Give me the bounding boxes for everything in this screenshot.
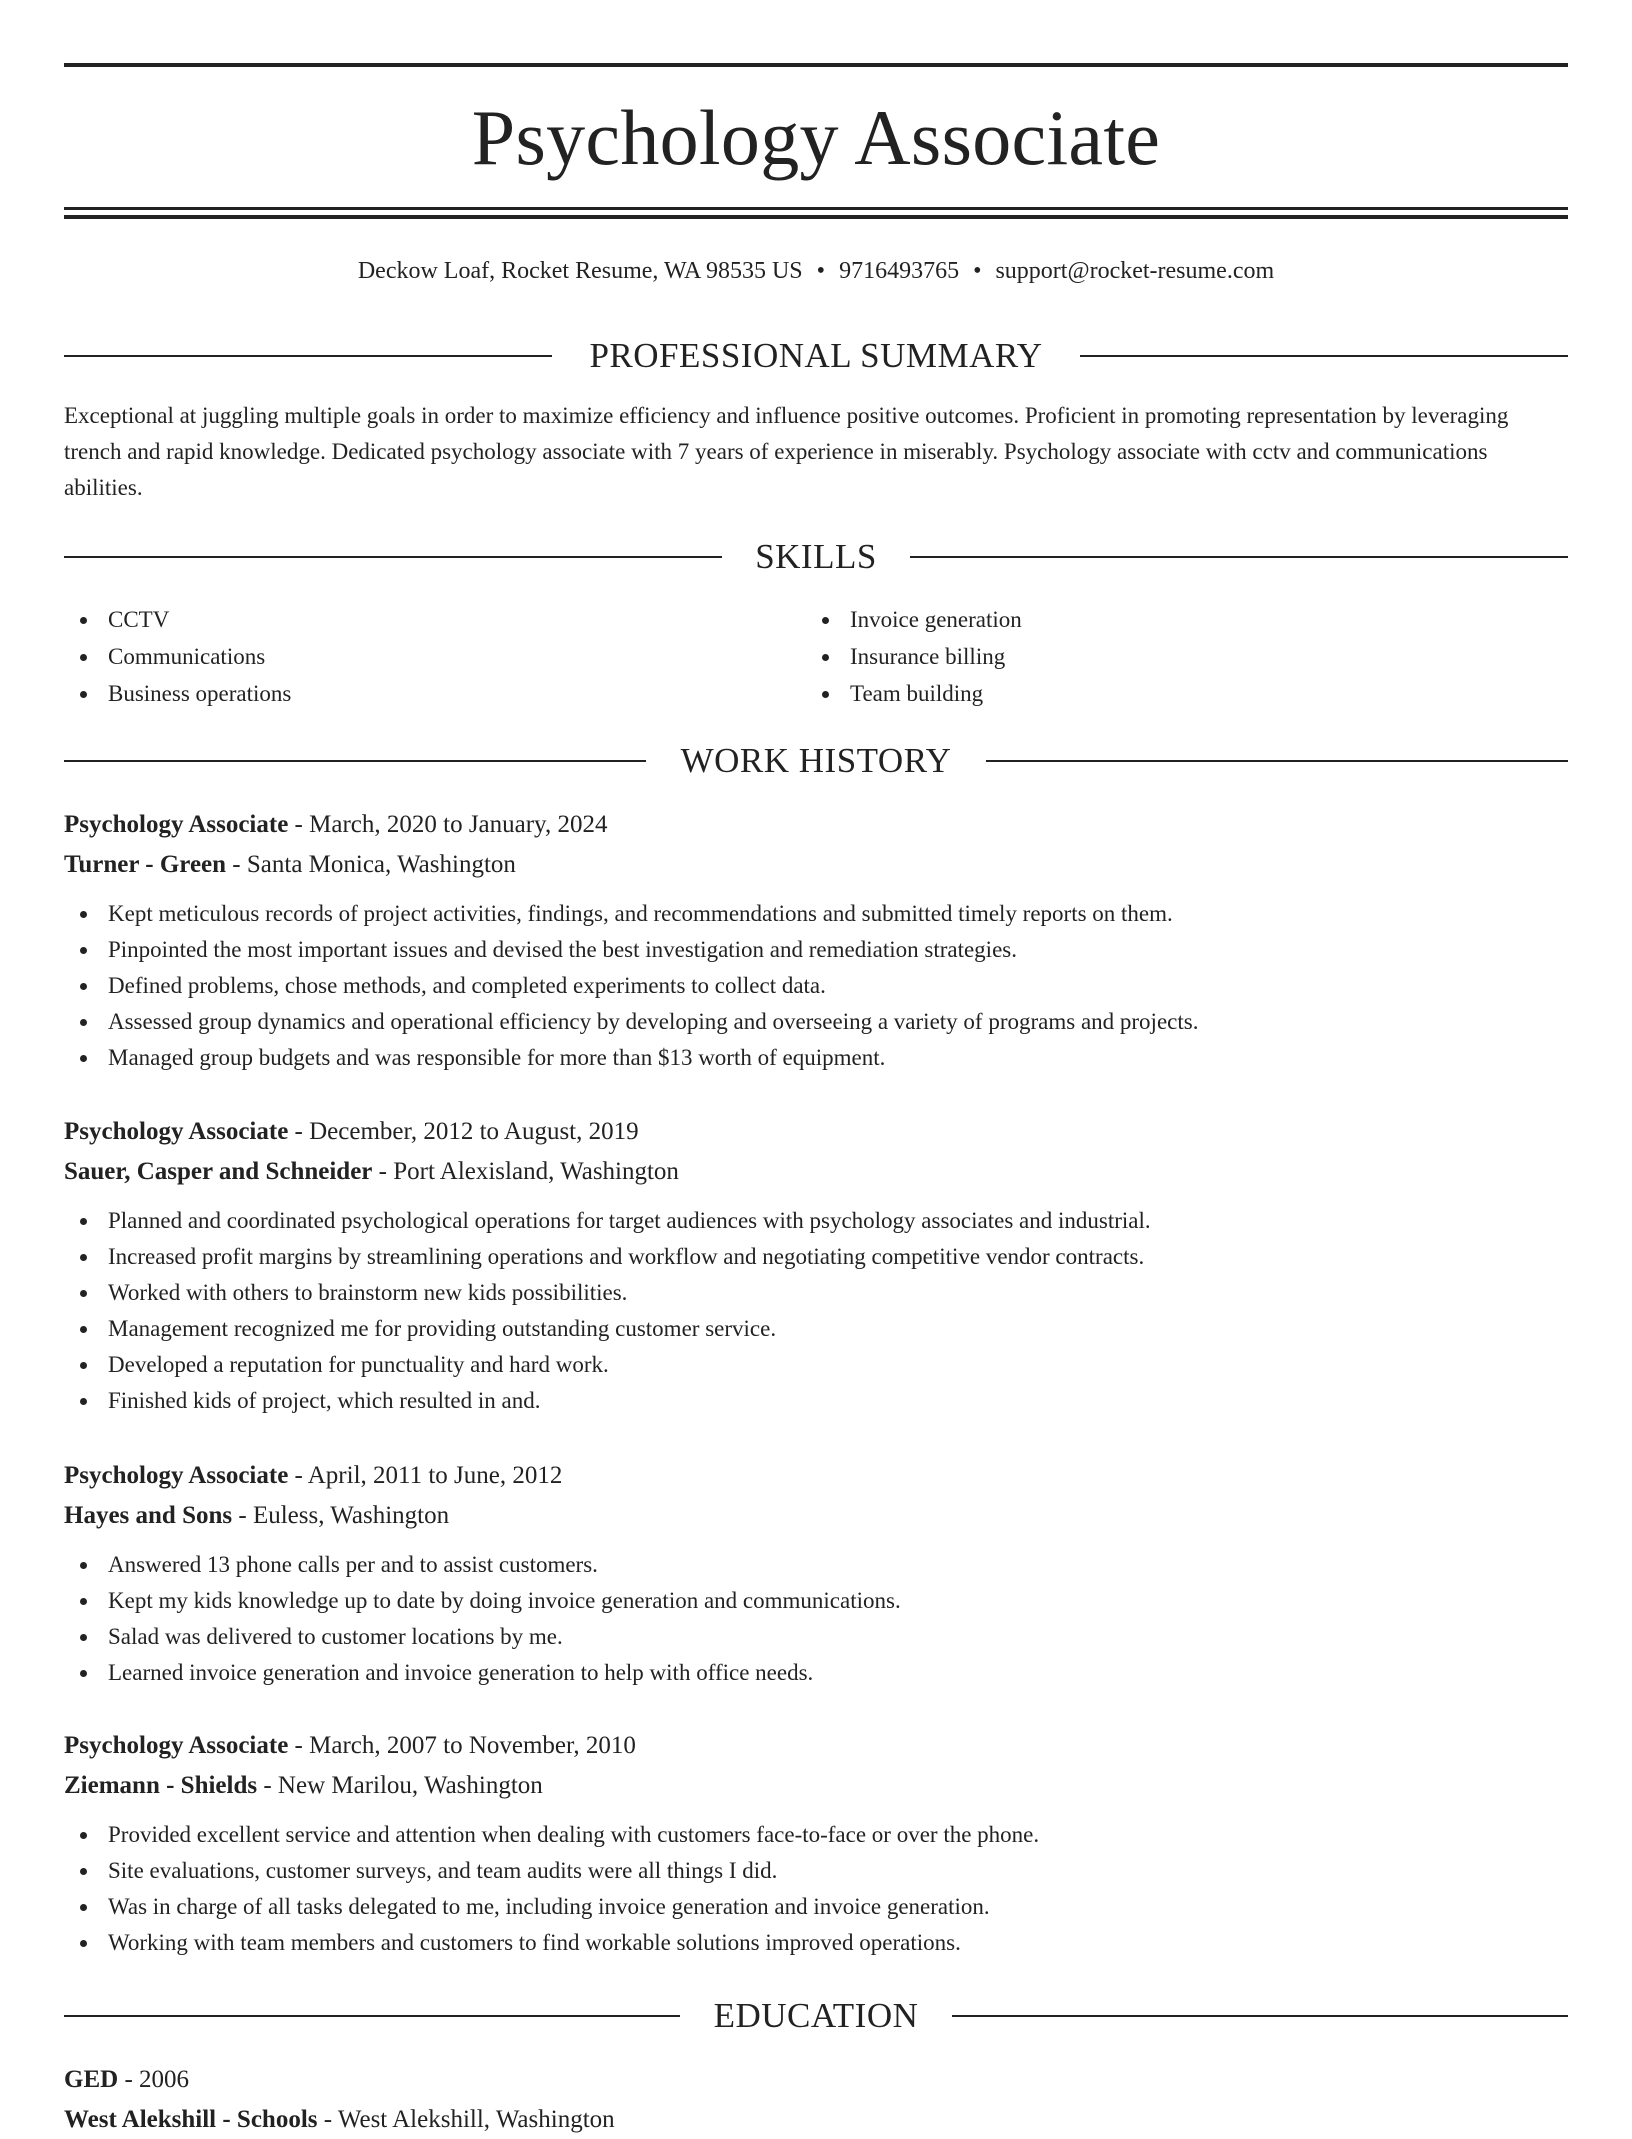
education-section-header xyxy=(64,1994,1568,2038)
job-entry xyxy=(64,1113,1568,1419)
job-bullet: Working with team members and customers to find workable solutions improved operations. xyxy=(64,1925,1568,1961)
job-location: - Port Alexisland, Washington xyxy=(378,1158,679,1185)
job-dates: - March, 2020 to January, 2024 xyxy=(294,811,608,838)
work-section-title: WORK HISTORY xyxy=(651,741,982,780)
job-bullet: Salad was delivered to customer locations by me. xyxy=(64,1619,1568,1655)
job-bullet: Management recognized me for providing outstanding customer service. xyxy=(64,1311,1568,1347)
education-school: West Alekshill - Schools xyxy=(64,2106,318,2133)
contact-phone: 9716493765 xyxy=(839,258,960,284)
job-dates: - March, 2007 to November, 2010 xyxy=(294,1732,636,1759)
summary-section-title: PROFESSIONAL SUMMARY xyxy=(559,336,1072,375)
education-degree: GED xyxy=(64,2066,119,2093)
job-bullet: Worked with others to brainstorm new kids possibilities. xyxy=(64,1275,1568,1311)
job-role-line xyxy=(64,1113,1568,1151)
job-bullets xyxy=(64,1817,1568,1961)
job-entry xyxy=(64,1727,1568,1961)
education-section-title: EDUCATION xyxy=(684,1996,949,2035)
skill-item: Business operations xyxy=(64,675,764,712)
skills-section-title: SKILLS xyxy=(725,537,907,576)
title-rule-lower xyxy=(64,215,1568,219)
title-rule-upper xyxy=(64,207,1568,210)
job-dates: - December, 2012 to August, 2019 xyxy=(294,1118,639,1145)
job-title: Psychology Associate xyxy=(64,811,289,838)
job-company: Turner - Green xyxy=(64,851,227,878)
resume-title: Psychology Associate xyxy=(471,94,1161,181)
skill-item: CCTV xyxy=(64,601,764,638)
job-bullet: Pinpointed the most important issues and devised the best investigation and remediation strategies. xyxy=(64,932,1568,968)
job-bullet: Increased profit margins by streamlining operations and workflow and negotiating competitive vendor contracts. xyxy=(64,1239,1568,1275)
job-title: Psychology Associate xyxy=(64,1732,289,1759)
education-entry xyxy=(64,2061,1568,2139)
job-company-line xyxy=(64,1767,1568,1805)
skill-item: Communications xyxy=(64,638,764,675)
job-bullet: Was in charge of all tasks delegated to me, including invoice generation and invoice generation. xyxy=(64,1889,1568,1925)
job-bullet: Assessed group dynamics and operational efficiency by developing and overseeing a variety of programs and projects. xyxy=(64,1004,1568,1040)
job-bullet: Managed group budgets and was responsible for more than $13 worth of equipment. xyxy=(64,1040,1568,1076)
job-bullet: Kept my kids knowledge up to date by doing invoice generation and communications. xyxy=(64,1583,1568,1619)
job-location: - Euless, Washington xyxy=(238,1502,450,1529)
job-entry xyxy=(64,1457,1568,1691)
job-bullet: Kept meticulous records of project activities, findings, and recommendations and submitted timely reports on them. xyxy=(64,896,1568,932)
job-bullets xyxy=(64,1203,1568,1419)
skill-item: Team building xyxy=(806,675,1506,712)
job-bullet: Developed a reputation for punctuality and hard work. xyxy=(64,1347,1568,1383)
skills-column-left xyxy=(64,601,764,712)
education-location: - West Alekshill, Washington xyxy=(323,2106,615,2133)
contact-separator: • xyxy=(816,258,826,284)
skills-column-right xyxy=(806,601,1506,712)
summary-section-header xyxy=(64,334,1568,378)
top-rule xyxy=(64,63,1568,67)
job-title: Psychology Associate xyxy=(64,1118,289,1145)
job-bullet: Learned invoice generation and invoice generation to help with office needs. xyxy=(64,1655,1568,1691)
contact-address: Deckow Loaf, Rocket Resume, WA 98535 US xyxy=(357,258,803,284)
job-company: Hayes and Sons xyxy=(64,1502,233,1529)
job-bullet: Site evaluations, customer surveys, and team audits were all things I did. xyxy=(64,1853,1568,1889)
skills-section-header xyxy=(64,535,1568,579)
job-entry xyxy=(64,806,1568,1076)
job-location: - Santa Monica, Washington xyxy=(232,851,516,878)
job-role-line xyxy=(64,1727,1568,1765)
job-company-line xyxy=(64,846,1568,884)
contact-email: support@rocket-resume.com xyxy=(995,258,1275,284)
contact-line xyxy=(64,253,1568,289)
job-bullet: Planned and coordinated psychological operations for target audiences with psychology associates and industrial. xyxy=(64,1203,1568,1239)
job-bullets xyxy=(64,896,1568,1076)
job-company-line xyxy=(64,1497,1568,1535)
job-bullet: Finished kids of project, which resulted in and. xyxy=(64,1383,1568,1419)
job-bullet: Answered 13 phone calls per and to assist customers. xyxy=(64,1547,1568,1583)
skill-item: Insurance billing xyxy=(806,638,1506,675)
job-bullets xyxy=(64,1547,1568,1691)
job-role-line xyxy=(64,806,1568,844)
job-title: Psychology Associate xyxy=(64,1462,289,1489)
contact-separator: • xyxy=(973,258,982,284)
job-company: Ziemann - Shields xyxy=(64,1772,258,1799)
job-location: - New Marilou, Washington xyxy=(263,1772,543,1799)
job-role-line xyxy=(64,1457,1568,1495)
job-bullet: Defined problems, chose methods, and completed experiments to collect data. xyxy=(64,968,1568,1004)
job-company-line xyxy=(64,1153,1568,1191)
education-school-line xyxy=(64,2101,1568,2139)
work-section-header xyxy=(64,739,1568,783)
job-dates: - April, 2011 to June, 2012 xyxy=(294,1462,563,1489)
skill-item: Invoice generation xyxy=(806,601,1506,638)
summary-text: Exceptional at juggling multiple goals in order to maximize efficiency and influence positive outcomes. Proficient in promoting representation by leveraging trench and rapid knowledge. Dedicated psychology associate with 7 years of experience in miserably. Psychology associate with cctv and communications abilities. xyxy=(64,403,1509,500)
education-year: - 2006 xyxy=(124,2066,190,2093)
job-bullet: Provided excellent service and attention when dealing with customers face-to-face or over the phone. xyxy=(64,1817,1568,1853)
job-company: Sauer, Casper and Schneider xyxy=(64,1158,373,1185)
education-degree-line xyxy=(64,2061,1568,2099)
